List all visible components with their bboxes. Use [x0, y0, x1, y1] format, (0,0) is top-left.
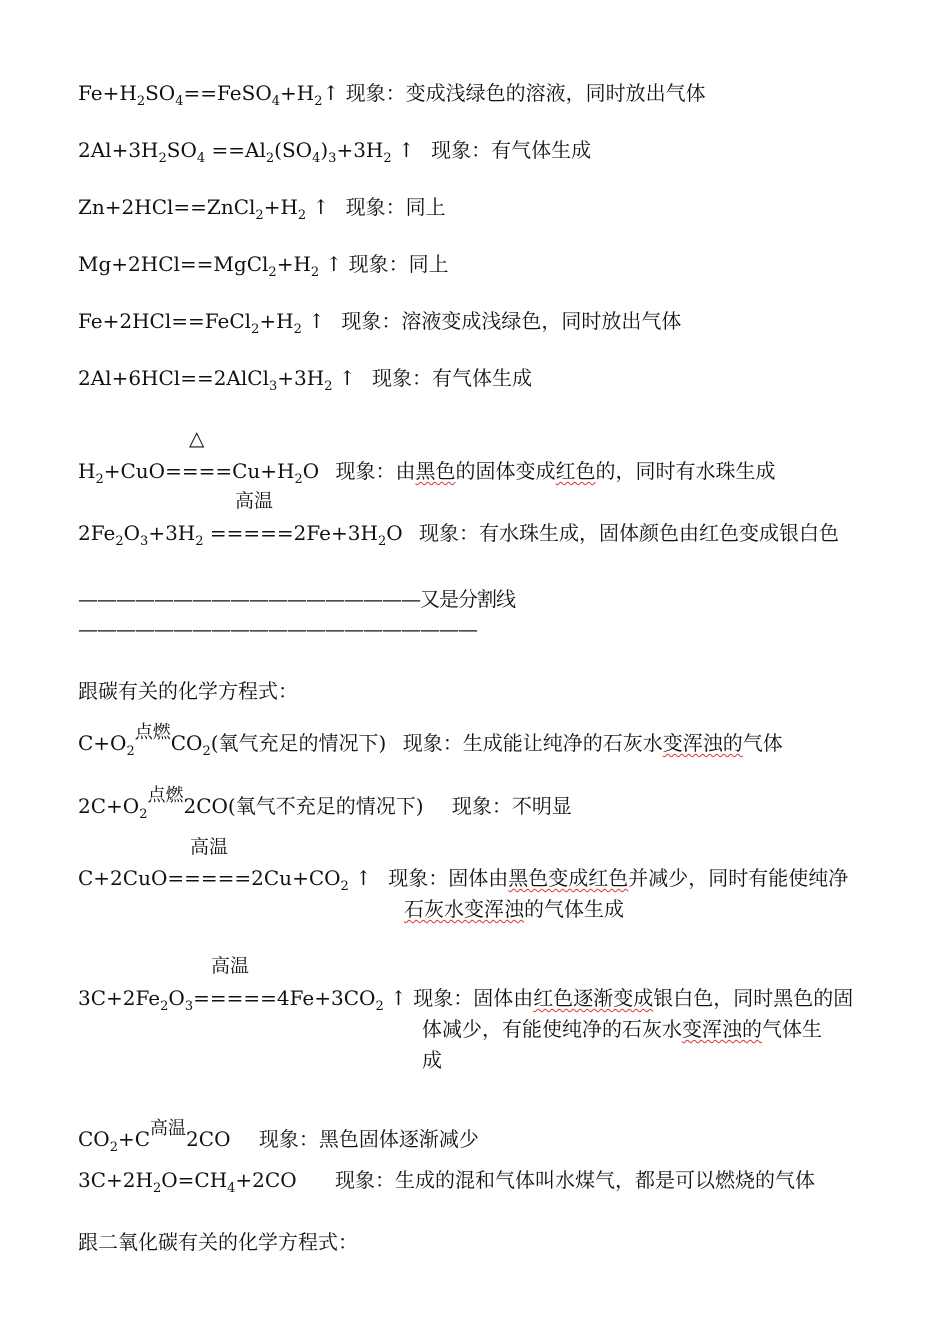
equation-mg-hcl: $Mg+2HCl==MgCl_2+H_2$ ↑ 现象：同上 [78, 252, 449, 280]
phenomenon-text: 现象：同上 [348, 252, 449, 276]
equation-c-fe2o3: $3C+2Fe_2O_3=====4Fe+3CO_2$ ↑ 现象：固体由红色逐渐变成银白色，同时黑色的固 [78, 986, 854, 1014]
equation-fe-hcl: $Fe+2HCl==FeCl_2+H_2$ ↑ 现象：溶液变成浅绿色，同时放出气体 [78, 309, 682, 337]
equation-fe2o3-h2: $2Fe_2O_3+3H_2 =====2Fe+3H_2O$ 现象：有水珠生成，固体颜色由红色变成银白色 [78, 521, 839, 549]
phenomenon-text: 现象：黑色固体逐渐减少 [258, 1127, 479, 1151]
equation-c-h2o: $3C+2H_2O=CH_4+2CO$ 现象：生成的混和气体叫水煤气，都是可以燃烧的气体 [78, 1168, 815, 1196]
phenomenon-text: 现象：固体由黑色变成红色并减少，同时有能使纯净 [388, 866, 849, 890]
phenomenon-continuation: 体减少，有能使纯净的石灰水变浑浊的气体生 [422, 1017, 822, 1041]
equation-co2-c: $CO_2+C$高温2CO 现象：黑色固体逐渐减少 [78, 1118, 479, 1155]
phenomenon-continuation: 石灰水变浑浊的气体生成 [404, 897, 624, 921]
phenomenon-text: 现象：固体由红色逐渐变成银白色，同时黑色的固 [413, 986, 854, 1010]
equation-zn-hcl: $Zn+2HCl==ZnCl_2+H_2$ ↑ 现象：同上 [78, 195, 446, 223]
phenomenon-text: 现象：有水珠生成，固体颜色由红色变成银白色 [419, 521, 839, 545]
phenomenon-text: 现象：变成浅绿色的溶液，同时放出气体 [345, 81, 706, 105]
phenomenon-text: 现象：有气体生成 [371, 366, 532, 390]
phenomenon-text: 现象：有气体生成 [431, 138, 592, 162]
phenomenon-continuation: 成 [422, 1048, 442, 1072]
high-temp-condition: 高温 [190, 836, 229, 858]
equation-c-o2-insufficient: $2C+O_2$点燃2CO(氧气不充足的情况下) 现象：不明显 [78, 785, 572, 822]
equation-c-cuo: $C+2CuO=====2Cu+CO_2$ ↑ 现象：固体由黑色变成红色并减少，同时有能使纯净 [78, 866, 849, 894]
carbon-section-heading: 跟碳有关的化学方程式： [78, 679, 298, 703]
equation-al-h2so4: $2Al+3H_2SO_4 ==Al_2(SO_4)_3+3H_2$ ↑ 现象：有气体生成 [78, 138, 592, 166]
phenomenon-text: 现象：由黑色的固体变成红色的，同时有水珠生成 [335, 459, 776, 483]
co2-section-heading: 跟二氧化碳有关的化学方程式： [78, 1230, 358, 1254]
phenomenon-text: 现象：生成的混和气体叫水煤气，都是可以燃烧的气体 [334, 1168, 815, 1192]
phenomenon-text: 现象：生成能让纯净的石灰水变浑浊的气体 [402, 731, 783, 755]
ignite-condition: 点燃 [134, 722, 171, 743]
high-temp-condition: 高温 [150, 1118, 187, 1139]
equation-al-hcl: $2Al+6HCl==2AlCl_3+3H_2$ ↑ 现象：有气体生成 [78, 366, 532, 394]
heat-condition-symbol: △ [189, 426, 205, 450]
equation-fe-h2so4: $Fe+H_2SO_4==FeSO_4+H_2↑$ 现象：变成浅绿色的溶液，同时放出气体 [78, 81, 706, 109]
section-divider: ——————————————————又是分割线————————————————————— [78, 587, 515, 641]
equation-c-o2-sufficient: $C+O_2$点燃$CO_2$(氧气充足的情况下) 现象：生成能让纯净的石灰水变浑浊的气体 [78, 722, 783, 759]
phenomenon-text: 现象：同上 [345, 195, 446, 219]
phenomenon-text: 现象：溶液变成浅绿色，同时放出气体 [341, 309, 682, 333]
equation-h2-cuo: $H_2+CuO====Cu+H_2O$ 现象：由黑色的固体变成红色的，同时有水珠生成 [78, 459, 776, 487]
phenomenon-text: 现象：不明显 [451, 794, 572, 818]
ignite-condition: 点燃 [147, 785, 184, 806]
high-temp-condition: 高温 [211, 955, 250, 977]
high-temp-condition: 高温 [235, 490, 274, 512]
